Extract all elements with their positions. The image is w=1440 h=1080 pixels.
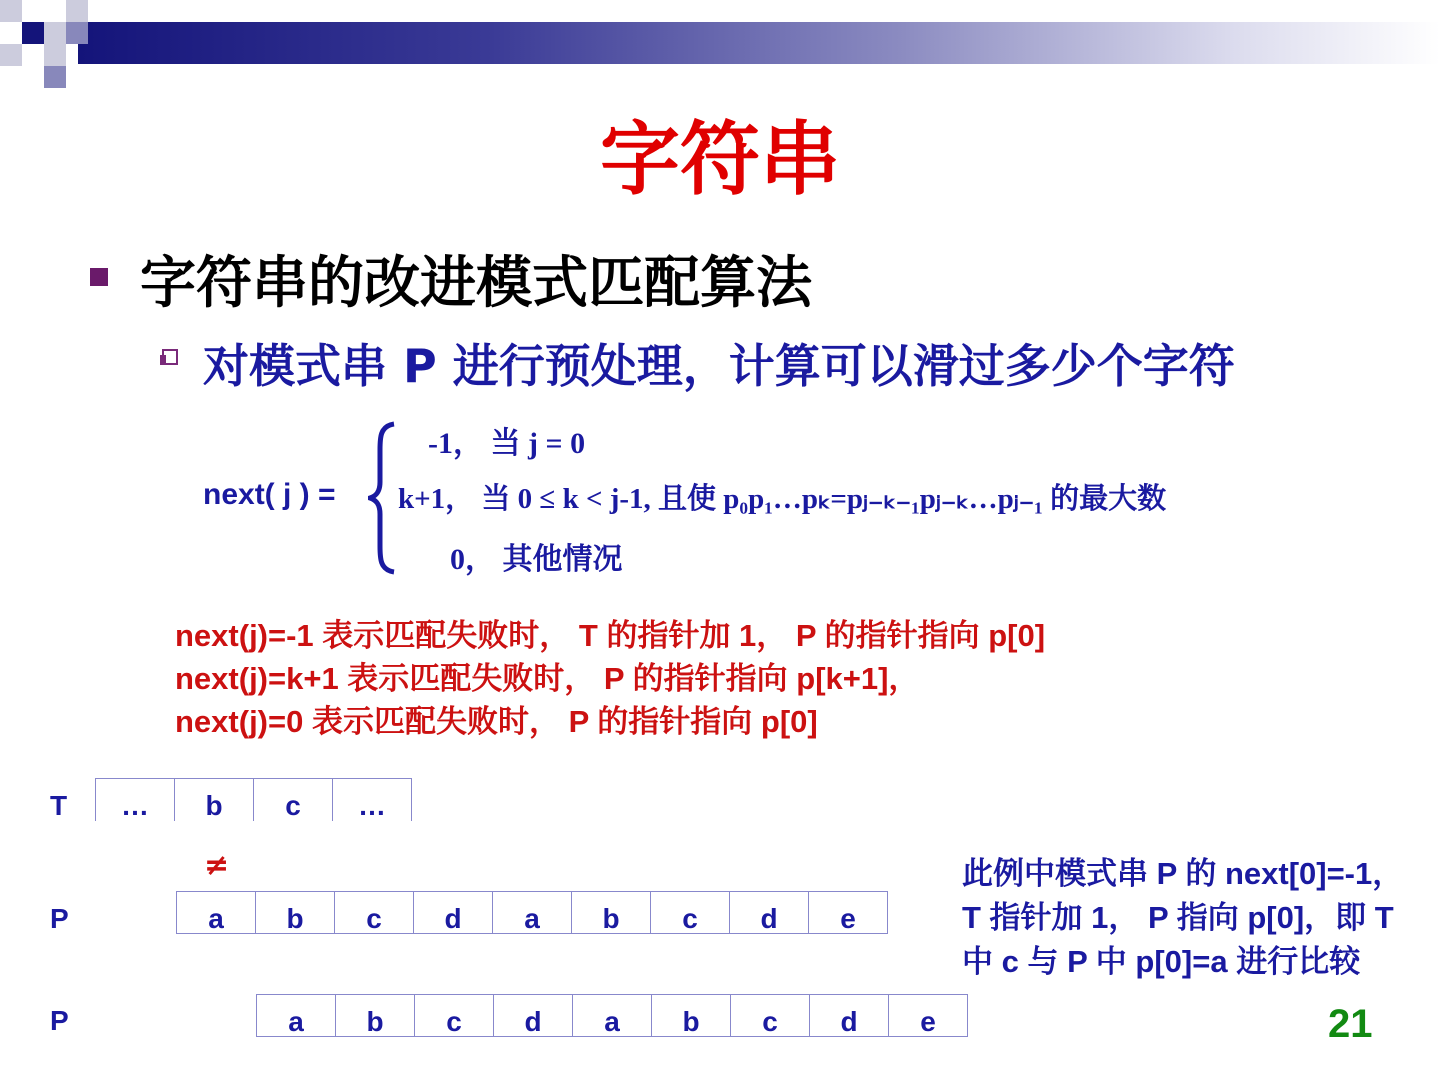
text-row-label: T (50, 790, 68, 821)
pattern-row-label: P (50, 903, 69, 934)
pattern-cells-row-1 (176, 891, 888, 934)
formula-lhs: next( j ) = (203, 478, 336, 511)
section-heading: 字符串的改进模式匹配算法 (140, 251, 812, 316)
pattern-cell: a (572, 994, 652, 1037)
pattern-cells-row-2 (256, 994, 968, 1037)
example-note: 此例中模式串 P 的 next[0]=-1，T 指针加 1， P 指向 p[0]，即 T 中 c 与 P 中 p[0]=a 进行比较 (962, 856, 1404, 979)
pattern-cell: c (414, 994, 494, 1037)
pattern-cell: d (413, 891, 493, 934)
square-bullet-icon (90, 268, 108, 286)
text-cell: c (253, 778, 333, 821)
curly-brace-icon (368, 420, 398, 576)
pattern-row-label-shifted: P (50, 1005, 69, 1036)
pattern-cell: d (729, 891, 809, 934)
pattern-cell: c (334, 891, 414, 934)
slide-title: 字符串 (600, 113, 840, 206)
pattern-cell: b (255, 891, 335, 934)
pattern-cell: b (651, 994, 731, 1037)
formula-case-1: -1， 当 j = 0 (428, 427, 586, 460)
header-gradient-bar (78, 22, 1440, 64)
pattern-cell: e (808, 891, 888, 934)
pattern-cell: b (571, 891, 651, 934)
text-string-cells (95, 778, 412, 821)
formula-case-3: 0， 其他情况 (450, 543, 623, 576)
not-equal-sign: ≠ (204, 848, 230, 883)
pattern-cell: d (809, 994, 889, 1037)
checkbox-bullet-icon (162, 349, 178, 365)
text-cell: … (332, 778, 412, 821)
pattern-cell: d (493, 994, 573, 1037)
page-number: 21 (1328, 1002, 1373, 1046)
pattern-cell: b (335, 994, 415, 1037)
pattern-cell: c (730, 994, 810, 1037)
explanation-line-2: next(j)=k+1 表示匹配失败时， P 的指针指向 p[k+1]， (175, 661, 920, 696)
subheading: 对模式串 P 进行预处理，计算可以滑过多少个字符 (203, 339, 1235, 393)
pattern-cell: a (256, 994, 336, 1037)
pattern-cell: e (888, 994, 968, 1037)
pattern-cell: a (176, 891, 256, 934)
text-cell: b (174, 778, 254, 821)
text-cell: … (95, 778, 175, 821)
explanation-line-3: next(j)=0 表示匹配失败时， P 的指针指向 p[0] (175, 704, 818, 739)
pattern-cell: c (650, 891, 730, 934)
explanation-line-1: next(j)=-1 表示匹配失败时， T 的指针加 1， P 的指针指向 p[0] (175, 618, 1046, 653)
header-logo-squares (0, 0, 110, 90)
pattern-cell: a (492, 891, 572, 934)
formula-case-2: k+1， 当 0 ≤ k < j-1, 且使 p₀p₁…pₖ=pⱼ₋ₖ₋₁pⱼ₋ₖ…pⱼ₋₁ 的最大数 (398, 483, 1167, 515)
